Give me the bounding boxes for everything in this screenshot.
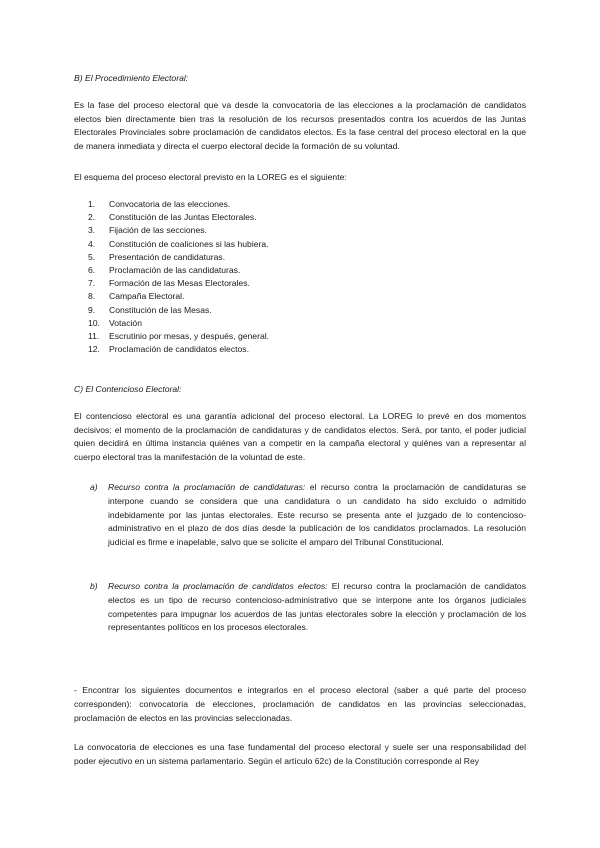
- list-item: [88, 330, 269, 343]
- item-lead: Recurso contra la proclamación de candidaturas:: [108, 482, 306, 492]
- list-item: [88, 211, 269, 224]
- list-number: 5.: [88, 251, 96, 262]
- list-item: [88, 224, 269, 237]
- section-c-paragraph: El contencioso electoral es una garantía adicional del proceso electoral. La LOREG lo prevé en dos momentos decisivos: el momento de la proclamación de candidaturas y de candidatos electos. Será, por tanto, el poder judicial quien decidirá en última instancia quiénes van a competir en la campaña electoral y quiénes van a representar al cuerpo electoral tras la manifestación de la voluntad de este.: [74, 411, 526, 462]
- list-text: Constitución de coaliciones si las hubiera.: [109, 238, 269, 249]
- section-c-heading: C) El Contencioso Electoral:: [74, 384, 182, 394]
- list-number: 8.: [88, 291, 96, 302]
- list-text: Proclamación de las candidaturas.: [109, 264, 241, 275]
- list-text: Constitución de las Juntas Electorales.: [109, 212, 257, 223]
- list-item: [88, 317, 269, 330]
- list-item: [88, 290, 269, 303]
- list-text: Formación de las Mesas Electorales.: [109, 278, 250, 289]
- item-marker: b): [90, 581, 98, 591]
- list-item: [88, 251, 269, 264]
- list-text: Proclamación de candidatos electos.: [109, 344, 249, 355]
- list-number: 2.: [88, 212, 96, 223]
- list-number: 11.: [88, 330, 100, 341]
- item-lead: Recurso contra la proclamación de candidatos electos:: [108, 581, 328, 591]
- list-text: Convocatoria de las elecciones.: [109, 199, 231, 209]
- appeal-item-candidaturas: [90, 481, 526, 550]
- item-text: El recurso contra la proclamación de candidatos electos es un tipo de recurso contencioso-administrativo que se interpone ante los órganos judiciales competentes para impugnar los acuerdos de las juntas electorales sobre la elección y proclamación de los representantes políticos en los procesos electorales.: [108, 581, 526, 633]
- list-item: [88, 343, 269, 356]
- list-number: 3.: [88, 225, 96, 236]
- list-number: 4.: [88, 238, 96, 249]
- item-text: el recurso contra la proclamación de candidaturas se interpone cuando se considera que una candidatura o un candidato ha sido excluido o admitido indebidamente por las juntas electorales. Este recurso se presenta ante el juzgado de lo contencioso-administrativo en el plazo de dos días desde la publicación de los candidatos proclamados. La resolución judicial es firme e inapelable, salvo que se solicite el amparo del Tribunal Constitucional.: [108, 482, 526, 548]
- list-text: Campaña Electoral.: [109, 291, 185, 302]
- list-number: 10.: [88, 317, 100, 328]
- list-text: Escrutinio por mesas, y después, general.: [109, 330, 270, 341]
- list-text: Constitución de las Mesas.: [109, 304, 212, 315]
- section-b-heading: B) El Procedimiento Electoral:: [74, 73, 189, 83]
- convocatoria-paragraph: La convocatoria de elecciones es una fase fundamental del proceso electoral y suele ser una responsabilidad del poder ejecutivo en un sistema parlamentario. Según el artículo 62c) de la Constitución corresponde al Rey: [74, 742, 526, 766]
- list-number: 9.: [88, 304, 96, 315]
- list-number: 1.: [88, 199, 96, 209]
- list-number: 6.: [88, 264, 96, 275]
- electoral-steps-list: [88, 198, 269, 356]
- list-text: Fijación de las secciones.: [109, 225, 207, 236]
- list-item: [88, 277, 269, 290]
- section-b-paragraph: Es la fase del proceso electoral que va desde la convocatoria de las elecciones a la proclamación de candidatos electos bien directamente bien tras la resolución de los recursos presentados contra los acuerdos de las Juntas Electorales Provinciales sobre proclamación de candidatos electos. Es la fase central del proceso electoral en la que de manera inmediata y directa el cuerpo electoral decide la formación de su voluntad.: [74, 100, 526, 151]
- list-number: 12.: [88, 344, 100, 355]
- task-instruction: - Encontrar los siguientes documentos e integrarlos en el proceso electoral (saber a qué parte del proceso corresponden): convocatoria de elecciones, proclamación de candidatos en las provincias seleccionadas, proclamación de electos en las provincias seleccionadas.: [74, 685, 526, 724]
- list-text: Presentación de candidaturas.: [109, 251, 226, 262]
- item-marker: a): [90, 482, 98, 492]
- list-item: [88, 238, 269, 251]
- list-number: 7.: [88, 278, 96, 289]
- list-item: [88, 198, 269, 211]
- list-item: [88, 264, 269, 277]
- appeal-item-electos: [90, 580, 526, 635]
- list-text: Votación: [109, 317, 142, 328]
- list-item: [88, 304, 269, 317]
- scheme-intro: El esquema del proceso electoral previsto en la LOREG es el siguiente:: [74, 172, 347, 182]
